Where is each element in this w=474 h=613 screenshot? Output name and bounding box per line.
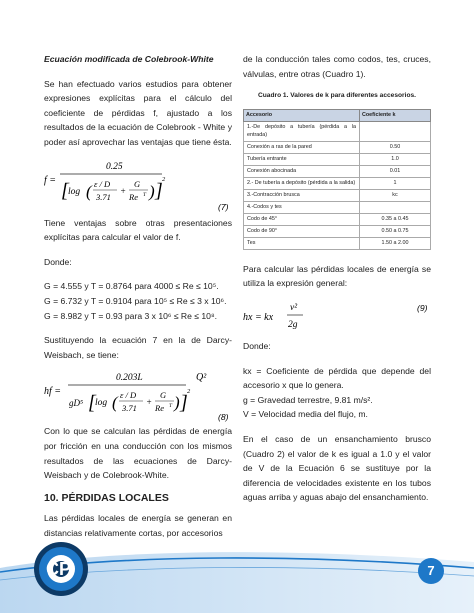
paragraph-general-expression: Para calcular las pérdidas locales de energía se utiliza la expresión general:	[243, 263, 431, 289]
equation-9	[243, 295, 431, 339]
where-label-left: Donde:	[44, 256, 72, 267]
eq7-plus: +	[120, 185, 127, 196]
eq7-numerator: 0.25	[106, 161, 123, 172]
left-column	[44, 52, 232, 540]
equation-8-graphic	[44, 366, 232, 422]
eq8-bracket-left: [	[88, 392, 96, 415]
table-cell-k: 0.35 a 0.45	[360, 213, 431, 225]
table-cell-k: 0.01	[360, 165, 431, 177]
eq7-bracket-right: ]	[155, 179, 163, 202]
table-cell-accessory: Tubería entrante	[244, 153, 360, 165]
paragraph-accessories: de la conducción tales como codos, tes, cruces, válvulas, entre otras (Cuadro 1).	[243, 54, 431, 79]
eq7-g: G	[134, 178, 141, 189]
table-cell-k: kc	[360, 189, 431, 201]
eq7-paren-right: )	[149, 181, 155, 201]
k-values-table	[243, 109, 431, 250]
equation-8	[44, 366, 232, 422]
equation-7-graphic	[44, 156, 232, 214]
table-cell-k: 1	[360, 177, 431, 189]
table-cell-k	[360, 121, 431, 141]
eq9-denominator: 2g	[288, 319, 298, 330]
eq8-log: log	[95, 398, 108, 409]
table-cell-accessory: Conexión a ras de la pared	[244, 141, 360, 153]
eq7-bracket-left: [	[61, 179, 69, 202]
eq8-square: 2	[187, 388, 191, 396]
table-cell-k: 1.50 a 2.00	[360, 237, 431, 249]
eq7-paren-left: (	[86, 181, 92, 201]
eq8-label: (8)	[218, 412, 229, 423]
eq8-q2: Q²	[196, 372, 207, 384]
table-row	[244, 237, 431, 249]
eq8-gd5: gD⁵	[69, 398, 84, 409]
table-row	[244, 213, 431, 225]
table-caption: Cuadro 1. Valores de k para diferentes accesorios.	[258, 92, 416, 100]
eq8-g: G	[160, 390, 167, 401]
eq7-label: (7)	[218, 201, 229, 212]
eq8-eps-d: ε / D	[120, 390, 137, 401]
equation-7	[44, 156, 232, 214]
paragraph-substitution: Sustituyendo la ecuación 7 en la de Darcy-Weisbach, se tiene:	[44, 335, 232, 360]
eq8-paren-left: (	[112, 393, 118, 413]
eq8-exp-t: T	[169, 403, 173, 410]
table-cell-k	[360, 201, 431, 213]
eq7-eps-d: ε / D	[94, 178, 111, 189]
table-row	[244, 177, 431, 189]
paragraph-local-losses: Las pérdidas locales de energía se generan en distancias relativamente cortas, por accesorios	[44, 513, 232, 538]
table-row	[244, 141, 431, 153]
eq7-log: log	[68, 186, 81, 197]
eq8-lhs: hf =	[44, 386, 62, 398]
definition-g: g = Gravedad terrestre, 9.81 m/s².	[243, 394, 373, 405]
cp-logo	[32, 540, 90, 598]
table-header-accessory: Accesorio	[244, 109, 360, 121]
table-row	[244, 121, 431, 141]
eq8-numerator: 0.203L	[116, 373, 143, 384]
table-header-k: Coeficiente k	[360, 109, 431, 121]
table-cell-accessory: Conexión abocinada	[244, 165, 360, 177]
eq8-re: Re	[155, 403, 164, 414]
eq8-371: 3.71	[122, 403, 137, 414]
table-cell-k: 0.50	[360, 141, 431, 153]
page-number: 7	[418, 558, 444, 584]
eq8-plus: +	[146, 397, 153, 408]
right-column	[243, 52, 431, 505]
table-row	[244, 165, 431, 177]
section-title: 10. PÉRDIDAS LOCALES	[44, 491, 169, 504]
table-cell-accessory: 4.-Codos y tes	[244, 201, 360, 213]
eq7-371: 3.71	[96, 191, 111, 202]
eq7-re: Re	[129, 191, 138, 202]
g-condition-1: G = 4.555 y T = 0.8764 para 4000 ≤ Re ≤ 10⁵.	[44, 281, 219, 292]
table-cell-k: 1.0	[360, 153, 431, 165]
eq7-lhs: f =	[44, 174, 57, 186]
logo-letters: CP	[46, 559, 72, 579]
equation-9-graphic	[243, 295, 431, 339]
table-cell-accessory: Codo de 90°	[244, 225, 360, 237]
table-cell-accessory: Codo de 45°	[244, 213, 360, 225]
table-cell-k: 0.50 a 0.75	[360, 225, 431, 237]
eq8-bracket-right: ]	[180, 392, 188, 415]
table-cell-accessory: 3.-Contracción brusca	[244, 189, 360, 201]
table-row	[244, 201, 431, 213]
table-cell-accessory: Tes	[244, 237, 360, 249]
table-row	[244, 189, 431, 201]
table-cell-accessory: 1.-De depósito a tubería (pérdida a la entrada)	[244, 121, 360, 141]
g-condition-3: G = 8.982 y T = 0.93 para 3 x 10⁶ ≤ Re ≤ 10⁸.	[44, 310, 217, 321]
eq7-exp-t: T	[143, 191, 147, 198]
eq9-label: (9)	[417, 302, 428, 313]
subheading: Ecuación modificada de Colebrook-White	[44, 54, 214, 64]
g-condition-2: G = 6.732 y T = 0.9104 para 10⁵ ≤ Re ≤ 3 x 10⁶.	[44, 295, 227, 306]
eq9-numerator: v²	[290, 302, 298, 313]
definition-v: V = Velocidad media del flujo, m.	[243, 409, 368, 420]
table-header-row	[244, 109, 431, 121]
table-row	[244, 153, 431, 165]
paragraph-intro: Se han efectuado varios estudios para obtener expresiones explícitas para el cálculo del coeficiente de pérdidas f, ajustado a los resultados de la ecuación de Colebrook - White y poder así aprovechar las ventajas que tiene ésta.	[44, 78, 232, 147]
definition-kx: kx = Coeficiente de pérdida que depende del accesorio x que lo genera.	[243, 365, 431, 391]
eq7-square: 2	[162, 175, 166, 183]
eq9-lhs: hx = kx	[243, 311, 274, 323]
paragraph-friction-result: Con lo que se calculan las pérdidas de energía por fricción en una conducción con los mismos resultados de las ecuaciones de Darcy-Weisbach y de Colebrook-White.	[44, 426, 232, 481]
eq8-paren-right: )	[174, 393, 180, 413]
paragraph-advantages: Tiene ventajas sobre otras presentaciones explícitas para calcular el valor de f.	[44, 217, 232, 243]
table-row	[244, 225, 431, 237]
paragraph-sudden-expansion: En el caso de un ensanchamiento brusco (Cuadro 2) el valor de k es igual a 1.0 y el valor de V de la Ecuación 6 se sustituye por la diferencia de velocidades existente en los tubos aguas arriba y aguas abajo del ensanchamiento.	[243, 433, 431, 503]
where-label-right: Donde:	[243, 340, 271, 351]
table-cell-accessory: 2.- De tubería a depósito (pérdida a la salida)	[244, 177, 360, 189]
